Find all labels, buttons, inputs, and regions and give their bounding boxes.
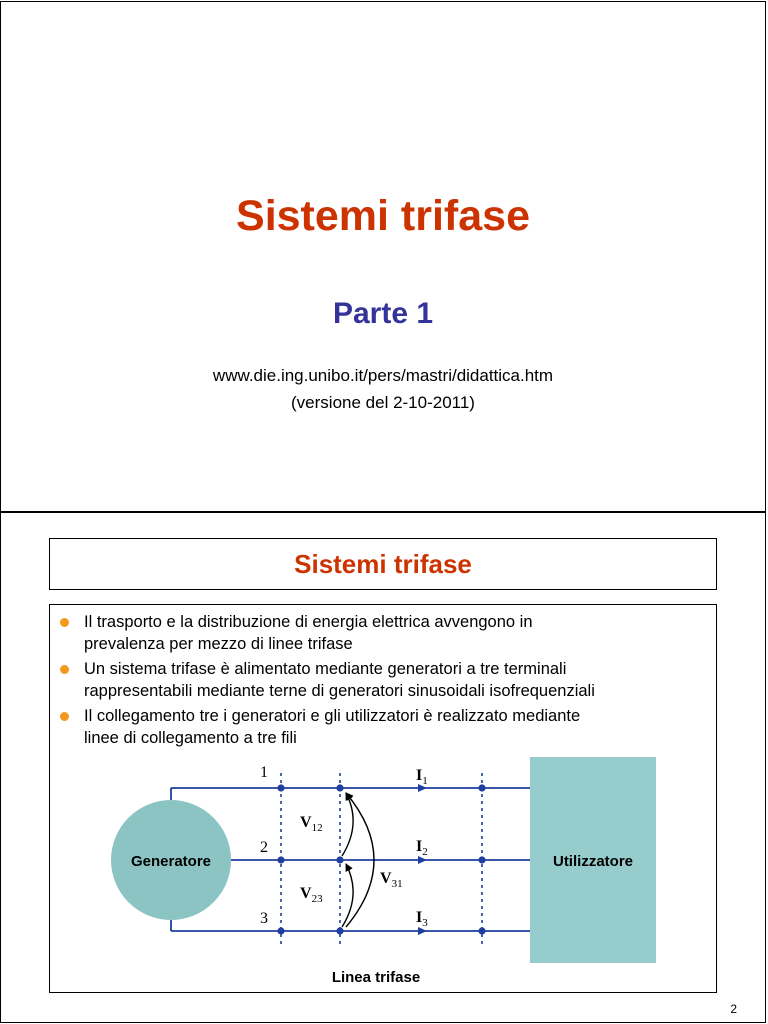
terminal-label: 2	[260, 839, 268, 856]
slide-1-url: www.die.ing.unibo.it/pers/mastri/didattica.htm	[212, 366, 554, 385]
slide-2-content	[49, 604, 717, 993]
bullet-text-line: Il trasporto e la distribuzione di energia elettrica avvengono in	[84, 613, 533, 631]
current-label: $I_1$	[416, 767, 428, 787]
slide-2-title: Sistemi trifase	[294, 548, 472, 579]
terminal-label: 3	[260, 910, 268, 927]
bullet-text-line: Il collegamento tre i generatori e gli utilizzatori è realizzato mediante	[84, 707, 581, 725]
generator-label: Generatore	[130, 853, 212, 870]
slide-1	[0, 1, 766, 512]
voltage-label: $V_{23}$	[300, 885, 323, 905]
three-phase-diagram	[50, 755, 716, 991]
slide-2-title-box	[49, 538, 717, 590]
current-label: $I_2$	[416, 838, 428, 858]
voltage-label: $V_{31}$	[380, 870, 403, 890]
bullet-item	[60, 658, 700, 702]
bullet-dot-icon	[60, 665, 69, 674]
bullet-dot-icon	[60, 712, 69, 721]
line-label: Linea trifase	[331, 969, 421, 986]
terminal-label: 1	[260, 764, 268, 781]
current-labels	[416, 767, 428, 929]
voltage-label: $V_{12}$	[300, 814, 323, 834]
bullet-text-line: Un sistema trifase è alimentato mediante generatori a tre terminali	[84, 660, 567, 678]
slide-1-title: Sistemi trifase	[236, 192, 530, 240]
bullet-text-line: prevalenza per mezzo di linee trifase	[84, 635, 353, 653]
bullet-dot-icon	[60, 618, 69, 627]
load-label: Utilizzatore	[552, 853, 634, 870]
slide-2	[0, 512, 766, 1023]
slide-1-subtitle: Parte 1	[332, 297, 434, 330]
slide-1-version: (versione del 2-10-2011)	[291, 393, 475, 412]
bullet-text-line: rappresentabili mediante terne di generatori sinusoidali isofrequenziali	[84, 682, 595, 700]
bullet-item	[60, 611, 700, 655]
page-number: 2	[730, 1002, 737, 1016]
bullet-item	[60, 705, 700, 749]
bullet-list	[60, 611, 700, 752]
current-label: $I_3$	[416, 909, 428, 929]
bullet-text-line: linee di collegamento a tre fili	[84, 729, 297, 747]
